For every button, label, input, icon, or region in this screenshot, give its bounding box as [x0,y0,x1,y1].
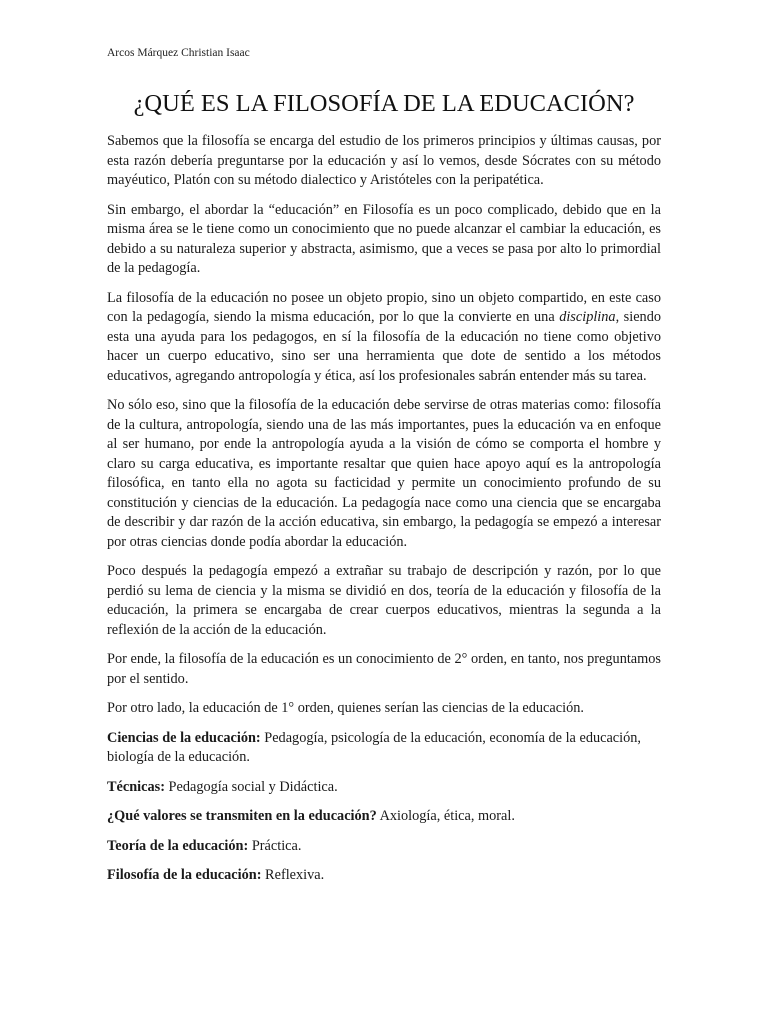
definition-term: Ciencias de la educación: [107,729,261,746]
paragraph-2: Sin embargo, el abordar la “educación” en Filosofía es un poco complicado, debido que en la misma área se le tiene como un conocimiento que no puede alcanzar el cambiar la educación, es debido a su naturaleza superior y abstracta, asimismo, que a veces se pasa por alto lo primordial de la pedagogía. [107,201,661,276]
definition-teoria [107,837,661,857]
document-body [107,132,661,896]
definition-term: Filosofía de la educación: [107,867,262,883]
paragraph-3 [107,289,661,387]
definition-ciencias [107,729,661,768]
definition-filosofia [107,866,661,886]
paragraph-3-italic-term: disciplina [559,309,616,325]
definition-tecnicas [107,778,661,798]
paragraph-7: Por otro lado, la educación de 1° orden, quienes serían las ciencias de la educación. [107,700,584,716]
definition-term: Teoría de la educación: [107,837,249,854]
definition-term: Técnicas: [107,778,165,795]
definition-term: ¿Qué valores se transmiten en la educación? [107,808,377,824]
document-title: ¿QUÉ ES LA FILOSOFÍA DE LA EDUCACIÓN? [133,90,635,117]
paragraph-3-text-before: La filosofía de la educación no posee un objeto propio, sino un objeto compartido, en este caso con la pedagogía, siendo la misma educación, por lo que la convierte en una [107,289,661,325]
definition-valores [107,807,661,827]
author-name: Arcos Márquez Christian Isaac [107,47,250,59]
paragraph-6: Por ende, la filosofía de la educación es un conocimiento de 2° orden, en tanto, nos preguntamos por el sentido. [107,651,661,687]
definition-value: Reflexiva. [261,867,325,883]
paragraph-1: Sabemos que la filosofía se encarga del estudio de los primeros principios y últimas causas, por esta razón debería preguntarse por la educación y así lo vemos, desde Sócrates con su método mayéutico, Platón con su método dialectico y Aristóteles con la peripatética. [107,133,661,188]
paragraph-4: No sólo eso, sino que la filosofía de la educación debe servirse de otras materias como: filosofía de la cultura, antropología, siendo una de las más importantes, pues la educación va en enfoque al ser humano, por ende la antropología ayuda a la visión de cómo se comporta el hombre y claro su carga educativa, es importante resaltar que quien hace apoyo aquí es la antropología filosófica, en tanto ella no agota su facticidad y permite un conocimiento profundo de su constitución y ciencias de la educación. La pedagogía nace como una ciencia que se encargaba de describir y dar razón de la acción educativa, sin embargo, la pedagogía se empezó a interesar por otras ciencias donde podía abordar la educación. [107,397,661,550]
paragraph-5: Poco después la pedagogía empezó a extrañar su trabajo de descripción y razón, por lo que perdió su lema de ciencia y la misma se dividió en dos, teoría de la educación y filosofía de la educación, la primera se encargaba de crear cuerpos educativos, mientras la segunda a la reflexión de la acción de la educación. [107,563,661,638]
paragraph-3-text-after: , siendo esta una ayuda para los pedagogos, en sí la filosofía de la educación no tiene como objetivo hacer un cuerpo educativo, sino ser una herramienta que dote de sentido a los métodos educativos, agregando antropología y ética, así los profesionales sabrán entender más su tarea. [107,309,662,384]
definition-value: Práctica. [248,837,302,854]
definition-value: Pedagogía social y Didáctica. [164,778,338,795]
definition-value: Pedagogía, psicología de la educación, economía de la educación, biología de la educación. [107,729,641,765]
definition-value: Axiología, ética, moral. [376,808,515,824]
